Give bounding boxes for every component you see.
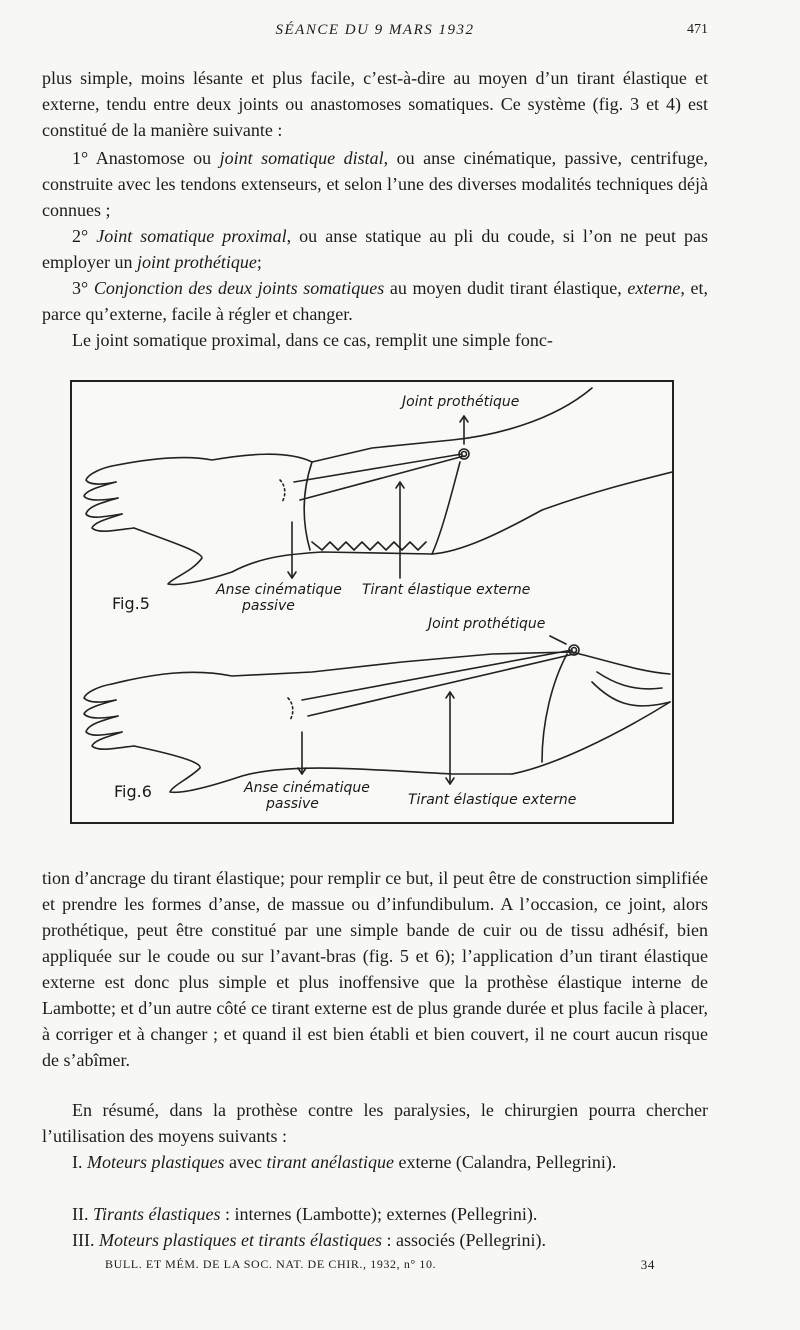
- paragraph-proximal: Le joint somatique proximal, dans ce cas, remplit une simple fonc-: [72, 330, 553, 350]
- page-footer: [105, 1257, 655, 1277]
- fig5-label: Fig.5: [112, 594, 150, 613]
- item-text: , ou anse statique au pli du coude, si l’on ne peut pas employer un: [42, 226, 708, 272]
- paragraph-intro: plus simple, moins lésante et plus facile, c’est-à-dire au moyen d’un tirant élastique et externe, tendu entre deux joints ou anastomoses somatiques. Ce système (fig. 3 et 4) est constitué de la manière suivante :: [42, 68, 708, 140]
- running-header: [42, 22, 708, 46]
- arm-illustration: [72, 382, 672, 822]
- item-italic-term: Moteurs plastiques et tirants élastiques: [94, 1230, 382, 1250]
- item-number: 2°: [72, 226, 89, 246]
- item-italic-term: joint prothétique: [136, 252, 257, 272]
- item-italic-term: Conjonction des deux joints somatiques: [88, 278, 385, 298]
- item-text: , et, parce qu’externe, facile à régler et changer.: [42, 278, 708, 324]
- item-text: au moyen dudit tirant élastique,: [384, 278, 628, 298]
- item-text: avec: [224, 1152, 267, 1172]
- paragraph-ancrage: tion d’ancrage du tirant élastique; pour remplir ce but, il peut être de construction simplifiée et prendre les formes d’anse, de massue ou d’infundibulum. A l’occasion, ce joint, alors prothétique, peut être constitué par une simple bande de cuir ou de tissu adhésif, bien appliquée sur le coude ou sur l’avant-bras (fig. 5 et 6); l’application d’un tirant élastique externe est donc plus simple et plus inoffensive que la prothèse élastique interne de Lambotte; et d’un autre côté ce tirant externe est de plus grande durée et plus facile à placer, à corriger et à changer ; et quand il est bien établi et bien couvert, il ne court aucun risque de s’abîmer.: [42, 868, 708, 1070]
- list-item-joint-distal: [42, 145, 708, 223]
- item-number: 3°: [72, 278, 89, 298]
- item-italic-term: Moteurs plastiques: [82, 1152, 225, 1172]
- fig5-tirant-label: Tirant élastique externe: [362, 582, 531, 598]
- item-text: Anastomose ou: [88, 148, 220, 168]
- list-item-roman-i: [42, 1149, 708, 1175]
- item-number: III.: [72, 1230, 95, 1250]
- figure-arm-prosthesis: [70, 380, 674, 824]
- item-italic-term: Tirants élastiques: [88, 1204, 221, 1224]
- fig6-anse-passive-label: passive: [266, 796, 319, 812]
- running-title: SÉANCE DU 9 MARS 1932: [275, 22, 475, 38]
- item-italic-term: externe: [627, 278, 681, 298]
- fig5-joint-label: Joint prothétique: [402, 394, 520, 410]
- fig6-label: Fig.6: [114, 782, 152, 801]
- item-text: : associés (Pellegrini).: [381, 1230, 546, 1250]
- item-number: I.: [72, 1152, 83, 1172]
- paragraph-resume: En résumé, dans la prothèse contre les paralysies, le chirurgien pourra chercher l’utilisation des moyens suivants :: [42, 1100, 708, 1146]
- item-text: , ou anse cinématique, passive, centrifuge, construite avec les tendons extenseurs, et selon l’une des diverses modalités techniques déjà connues ;: [42, 148, 708, 220]
- list-item-roman-iii: [42, 1227, 708, 1253]
- item-text: ;: [256, 252, 262, 272]
- fig6-anse-label: Anse cinématique: [244, 780, 370, 796]
- journal-reference: BULL. ET MÉM. DE LA SOC. NAT. DE CHIR., 1932, n° 10.: [105, 1257, 437, 1271]
- fig6-joint-label: Joint prothétique: [428, 616, 546, 632]
- signature-number: 34: [640, 1257, 655, 1272]
- item-text: externe (Calandra, Pellegrini).: [393, 1152, 617, 1172]
- fig6-tirant-label: Tirant élastique externe: [408, 792, 577, 808]
- list-item-conjonction: [42, 275, 708, 327]
- item-italic-term: tirant anélastique: [266, 1152, 394, 1172]
- item-italic-term: Joint somatique proximal: [88, 226, 287, 246]
- fig5-anse-label: Anse cinématique: [216, 582, 342, 598]
- item-text: : internes (Lambotte); externes (Pellegrini).: [220, 1204, 538, 1224]
- item-number: 1°: [72, 148, 89, 168]
- item-number: II.: [72, 1204, 89, 1224]
- fig5-anse-passive-label: passive: [242, 598, 295, 614]
- page-number: 471: [687, 22, 708, 37]
- list-item-joint-proximal: [42, 223, 708, 275]
- item-italic-term: joint somatique distal: [219, 148, 384, 168]
- list-item-roman-ii: [42, 1201, 708, 1227]
